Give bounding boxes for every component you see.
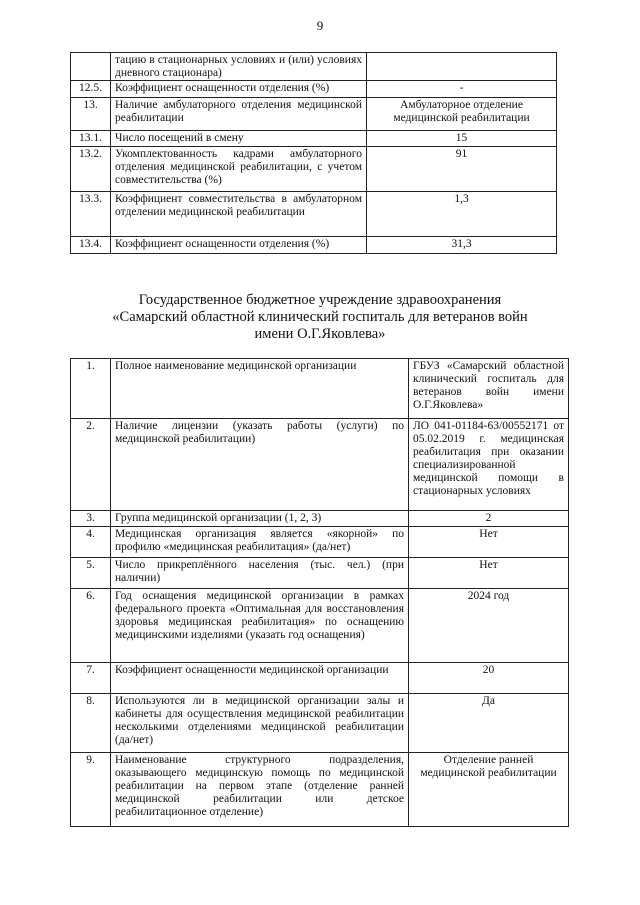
row-number: 2. [71,419,111,511]
table-row [71,694,569,753]
row-indicator: Укомплектованность кадрами амбулаторного отделения медицинской реабилитации, с учетом совместительства (%) [111,147,367,192]
row-indicator: Наименование структурного подразделения, оказывающего медицинскую помощь по медицинской реабилитации на первом этапе (отделение ранней медицинской реабилитации или детское реабилитационное отделение) [111,753,409,827]
row-indicator: Наличие амбулаторного отделения медицинской реабилитации [111,98,367,131]
row-indicator: Число прикреплённого населения (тыс. чел.) (при наличии) [111,558,409,589]
heading-line: имени О.Г.Яковлева» [254,326,386,342]
table-row [71,147,557,192]
table-row [71,192,557,237]
organization-table [70,358,569,827]
row-value [367,53,557,81]
row-value: 15 [367,131,557,147]
table-row [71,511,569,527]
table-row [71,81,557,98]
row-value: Амбулаторное отделение медицинской реабилитации [367,98,557,131]
row-indicator: Используются ли в медицинской организации залы и кабинеты для осуществления медицинской реабилитации несколькими отделениями медицинской реабилитации (да/нет) [111,694,409,753]
row-number: 13. [71,98,111,131]
row-number: 13.1. [71,131,111,147]
row-number: 1. [71,359,111,419]
heading-line: «Самарский областной клинический госпиталь для ветеранов войн [112,309,528,325]
row-value: - [367,81,557,98]
table-row [71,589,569,663]
row-number: 5. [71,558,111,589]
row-indicator: Коэффициент оснащенности отделения (%) [111,237,367,254]
row-value: Нет [409,558,569,589]
row-value: 91 [367,147,557,192]
table-row [71,527,569,558]
table-row [71,98,557,131]
row-indicator: Наличие лицензии (указать работы (услуги) по медицинской реабилитации) [111,419,409,511]
row-number: 3. [71,511,111,527]
row-number: 9. [71,753,111,827]
row-number: 8. [71,694,111,753]
row-indicator: тацию в стационарных условиях и (или) условиях дневного стационара) [111,53,367,81]
table-row [71,753,569,827]
row-value: ЛО 041-01184-63/00552171 от 05.02.2019 г. медицинская реабилитация при оказании специализированной медицинской помощи в стационарных условиях [409,419,569,511]
organization-heading [60,292,580,343]
row-value: 1,3 [367,192,557,237]
row-value: Отделение ранней медицинской реабилитации [409,753,569,827]
table-row [71,359,569,419]
table-row [71,663,569,694]
row-indicator: Полное наименование медицинской организации [111,359,409,419]
row-number: 6. [71,589,111,663]
row-value: ГБУЗ «Самарский областной клинический госпиталь для ветеранов войн имени О.Г.Яковлева» [409,359,569,419]
row-number: 12.5. [71,81,111,98]
table-row [71,558,569,589]
page-number: 9 [316,18,324,33]
row-value: 31,3 [367,237,557,254]
row-number [71,53,111,81]
row-number: 4. [71,527,111,558]
row-number: 13.2. [71,147,111,192]
table-row [71,131,557,147]
table-row [71,53,557,81]
row-value: Нет [409,527,569,558]
row-value: Да [409,694,569,753]
row-indicator: Медицинская организация является «якорной» по профилю «медицинская реабилитация» (да/нет) [111,527,409,558]
row-indicator: Группа медицинской организации (1, 2, 3) [111,511,409,527]
row-indicator: Коэффициент оснащенности отделения (%) [111,81,367,98]
indicators-table-continued [70,52,557,254]
table-row [71,419,569,511]
row-number: 13.4. [71,237,111,254]
row-number: 13.3. [71,192,111,237]
row-indicator: Коэффициент оснащенности медицинской организации [111,663,409,694]
row-indicator: Коэффициент совместительства в амбулаторном отделении медицинской реабилитации [111,192,367,237]
row-value: 20 [409,663,569,694]
table-row [71,237,557,254]
row-indicator: Год оснащения медицинской организации в рамках федерального проекта «Оптимальная для восстановления здоровья медицинская реабилитация» по оснащению медицинскими изделиями (указать год оснащения) [111,589,409,663]
row-indicator: Число посещений в смену [111,131,367,147]
row-value: 2 [409,511,569,527]
row-value: 2024 год [409,589,569,663]
heading-line: Государственное бюджетное учреждение здравоохранения [138,292,502,308]
row-number: 7. [71,663,111,694]
